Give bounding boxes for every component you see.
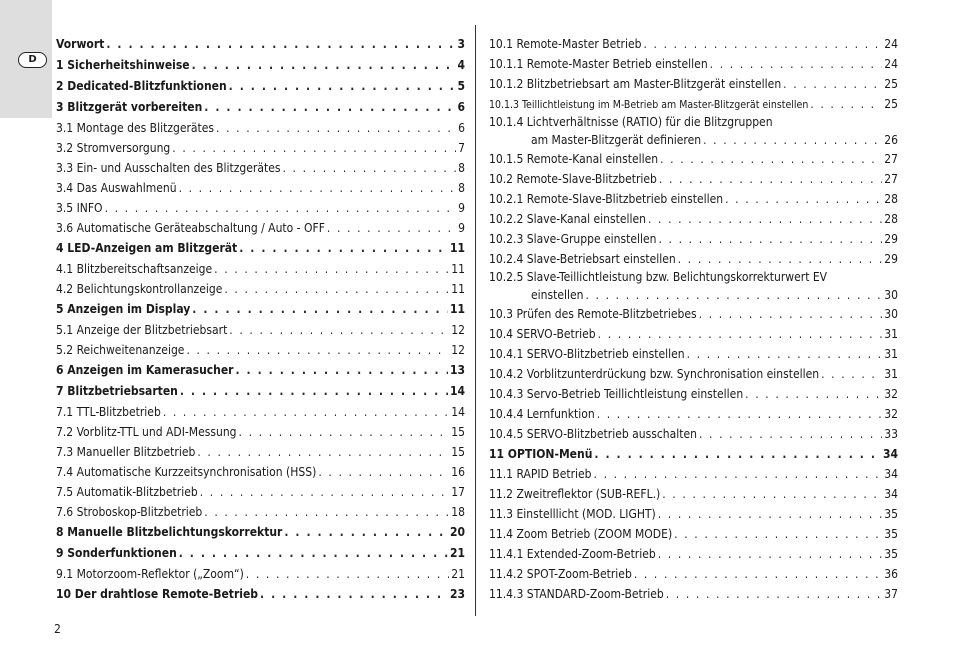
toc-section-entry (56, 462, 465, 482)
toc-entry-title: 10.4.5 SERVO-Blitzbetrieb ausschalten (489, 427, 697, 441)
toc-page-number: 20 (449, 525, 465, 539)
toc-section-entry (489, 131, 898, 149)
toc-page-number: 32 (884, 387, 898, 401)
toc-page-number: 34 (884, 487, 898, 501)
toc-entry-title: 10.2.3 Slave-Gruppe einstellen (489, 232, 657, 246)
toc-entry-title: Vorwort (56, 37, 105, 51)
toc-entry-title: 7.6 Stroboskop-Blitzbetrieb (56, 505, 203, 519)
toc-dot-leader (224, 279, 449, 299)
toc-chapter-entry (56, 584, 465, 605)
toc-dot-leader (659, 229, 883, 249)
toc-entry-title: 4.1 Blitzbereitschaftsanzeige (56, 262, 213, 276)
toc-entry-title: 10.2.1 Remote-Slave-Blitzbetrieb einstellen (489, 192, 724, 206)
toc-page-number: 37 (884, 587, 898, 601)
toc-dot-leader (179, 178, 457, 198)
toc-entry-title: 11.2 Zweitreflektor (SUB-REFL.) (489, 487, 661, 501)
toc-page-number: 23 (449, 587, 465, 601)
toc-entry-title: 9.1 Motorzoom-Reflektor („Zoom“) (56, 567, 244, 581)
toc-dot-leader (745, 384, 882, 404)
toc-entry-title: 10.4.2 Vorblitzunterdrückung bzw. Synchronisation einstellen (489, 367, 820, 381)
toc-page-number: 13 (449, 363, 465, 377)
toc-entry-title: 8 Manuelle Blitzbelichtungskorrektur (56, 525, 283, 539)
toc-section-entry (489, 404, 898, 424)
toc-section-entry (489, 209, 898, 229)
toc-dot-leader (229, 76, 456, 97)
toc-section-entry (489, 464, 898, 484)
toc-section-entry (489, 524, 898, 544)
toc-entry-title: 3.1 Montage des Blitzgerätes (56, 121, 215, 135)
toc-chapter-entry (56, 238, 465, 259)
toc-dot-leader (192, 299, 448, 320)
toc-section-entry (56, 482, 465, 502)
toc-dot-leader (186, 340, 449, 360)
toc-entry-title: 10.4.4 Lernfunktion (489, 407, 595, 421)
toc-section-entry (56, 422, 465, 442)
toc-entry-title: 10.1.1 Remote-Master Betrieb einstellen (489, 57, 708, 71)
toc-dot-leader (783, 74, 882, 94)
toc-dot-leader (597, 404, 883, 424)
toc-section-entry (489, 286, 898, 304)
toc-entry-title: 10.2.4 Slave-Betriebsart einstellen (489, 252, 676, 266)
toc-dot-leader (172, 138, 456, 158)
toc-dot-leader (643, 34, 882, 54)
toc-entry-title: 7.1 TTL-Blitzbetrieb (56, 405, 161, 419)
toc-left-column (56, 34, 465, 605)
toc-section-entry (56, 320, 465, 340)
toc-entry-title: 11.4 Zoom Betrieb (ZOOM MODE) (489, 527, 673, 541)
toc-entry-title: 7.2 Vorblitz-TTL und ADI-Messung (56, 425, 237, 439)
toc-dot-leader (659, 169, 882, 189)
toc-page-number: 34 (884, 467, 898, 481)
toc-page-number: 30 (884, 288, 898, 302)
toc-section-entry (489, 504, 898, 524)
toc-section-entry (489, 304, 898, 324)
toc-section-entry (56, 259, 465, 279)
toc-chapter-entry (56, 381, 465, 402)
toc-dot-leader (585, 286, 882, 304)
toc-section-entry (489, 484, 898, 504)
toc-page-number: 6 (458, 121, 465, 135)
toc-section-entry (56, 218, 465, 238)
toc-section-entry (489, 34, 898, 54)
toc-section-entry (489, 54, 898, 74)
toc-chapter-entry (56, 299, 465, 320)
toc-dot-leader (200, 482, 450, 502)
toc-multiline-entry (489, 114, 898, 149)
toc-section-entry (56, 442, 465, 462)
toc-page-number: 31 (884, 367, 898, 381)
toc-entry-title: 10.4 SERVO-Betrieb (489, 327, 596, 341)
toc-page-number: 31 (884, 327, 898, 341)
toc-section-entry (489, 229, 898, 249)
toc-section-entry (56, 340, 465, 360)
toc-page-number: 11 (449, 241, 465, 255)
toc-dot-leader (105, 198, 457, 218)
toc-page-number: 12 (451, 323, 465, 337)
toc-section-entry (489, 169, 898, 189)
language-badge: D (18, 52, 47, 68)
toc-dot-leader (216, 118, 456, 138)
toc-page-number: 35 (884, 527, 898, 541)
toc-page-number: 17 (451, 485, 465, 499)
toc-dot-leader (699, 304, 883, 324)
toc-page-number: 11 (451, 262, 465, 276)
toc-dot-leader (192, 55, 456, 76)
toc-dot-leader (214, 259, 449, 279)
toc-page-number: 9 (458, 201, 465, 215)
toc-entry-title: 4.2 Belichtungskontrollanzeige (56, 282, 223, 296)
toc-page-number: 21 (449, 546, 465, 560)
toc-entry-title: 7.4 Automatische Kurzzeitsynchronisation (HSS) (56, 465, 317, 479)
toc-dot-leader (318, 462, 449, 482)
toc-dot-leader (666, 584, 883, 604)
toc-entry-title: 7.3 Manueller Blitzbetrieb (56, 445, 196, 459)
toc-chapter-entry (56, 360, 465, 381)
toc-dot-leader (678, 249, 883, 269)
toc-page-number: 8 (458, 181, 465, 195)
toc-page-number: 28 (884, 212, 898, 226)
toc-chapter-entry (56, 97, 465, 118)
toc-dot-leader (710, 54, 883, 74)
toc-page-number: 32 (884, 407, 898, 421)
toc-dot-leader (725, 189, 882, 209)
toc-page-number: 25 (884, 77, 898, 91)
toc-dot-leader (236, 360, 448, 381)
toc-section-entry (56, 279, 465, 299)
toc-dot-leader (239, 422, 450, 442)
toc-right-column (489, 34, 898, 604)
toc-entry-title: 5 Anzeigen im Display (56, 302, 191, 316)
toc-page-number: 3 (457, 37, 465, 51)
toc-page-number: 24 (884, 57, 898, 71)
toc-entry-title: 10.1.5 Remote-Kanal einstellen (489, 152, 659, 166)
toc-dot-leader (703, 131, 882, 149)
toc-dot-leader (197, 442, 449, 462)
toc-page-number: 5 (457, 79, 465, 93)
toc-page-number: 26 (884, 133, 898, 147)
toc-entry-title: 3.6 Automatische Geräteabschaltung / Auto - OFF (56, 221, 325, 235)
toc-dot-leader (821, 364, 882, 384)
toc-dot-leader (260, 584, 448, 605)
toc-page-number: 7 (458, 141, 465, 155)
toc-section-entry (489, 74, 898, 94)
toc-entry-title: 5.2 Reichweitenanzeige (56, 343, 185, 357)
toc-entry-title: 11.4.2 SPOT-Zoom-Betrieb (489, 567, 632, 581)
toc-dot-leader (180, 381, 448, 402)
toc-entry-title: 2 Dedicated-Blitzfunktionen (56, 79, 227, 93)
toc-entry-title: 4 LED-Anzeigen am Blitzgerät (56, 241, 238, 255)
toc-dot-leader (810, 94, 882, 114)
toc-dot-leader (179, 543, 448, 564)
toc-entry-title: 10.2.2 Slave-Kanal einstellen (489, 212, 646, 226)
toc-page-number: 25 (884, 97, 898, 111)
toc-dot-leader (634, 564, 882, 584)
toc-chapter-entry (56, 34, 465, 55)
toc-section-entry (56, 564, 465, 584)
toc-chapter-entry (56, 76, 465, 97)
toc-entry-title: 1 Sicherheitshinweise (56, 58, 190, 72)
toc-page-number: 27 (884, 152, 898, 166)
toc-entry-title: 6 Anzeigen im Kamerasucher (56, 363, 234, 377)
toc-section-entry (489, 384, 898, 404)
toc-entry-title-line: 10.2.5 Slave-Teillichtleistung bzw. Belichtungskorrekturwert EV (489, 270, 828, 284)
toc-page-number: 21 (451, 567, 465, 581)
toc-page-number: 15 (451, 425, 465, 439)
toc-entry-title: 10.4.1 SERVO-Blitzbetrieb einstellen (489, 347, 685, 361)
toc-entry-title-line: 10.1.4 Lichtverhältnisse (RATIO) für die Blitzgruppen (489, 115, 773, 129)
toc-page-number: 28 (884, 192, 898, 206)
toc-page-number: 31 (884, 347, 898, 361)
toc-dot-leader (204, 97, 455, 118)
toc-page-number: 29 (884, 252, 898, 266)
toc-section-entry (489, 324, 898, 344)
toc-dot-leader (662, 484, 882, 504)
toc-entry-title: einstellen (531, 288, 584, 302)
toc-dot-leader (246, 564, 449, 584)
toc-dot-leader (163, 402, 449, 422)
toc-page-number: 14 (449, 384, 465, 398)
toc-section-entry (56, 118, 465, 138)
toc-dot-leader (106, 34, 455, 55)
toc-dot-leader (660, 149, 882, 169)
toc-entry-title: 10.1 Remote-Master Betrieb (489, 37, 642, 51)
toc-dot-leader (327, 218, 456, 238)
toc-dot-leader (658, 544, 883, 564)
column-divider (475, 25, 476, 616)
toc-entry-title: 10 Der drahtlose Remote-Betrieb (56, 587, 259, 601)
toc-page-number: 27 (884, 172, 898, 186)
toc-page-number: 30 (884, 307, 898, 321)
toc-section-entry (489, 584, 898, 604)
toc-page-number: 14 (451, 405, 465, 419)
toc-chapter-entry (489, 444, 898, 464)
toc-entry-title: 3 Blitzgerät vorbereiten (56, 100, 203, 114)
toc-page-number: 35 (884, 507, 898, 521)
toc-page-number: 18 (451, 505, 465, 519)
toc-page-number: 6 (457, 100, 465, 114)
toc-dot-leader (648, 209, 882, 229)
toc-page-number: 35 (884, 547, 898, 561)
toc-entry-title: 9 Sonderfunktionen (56, 546, 177, 560)
toc-section-entry (56, 158, 465, 178)
toc-page-number: 36 (884, 567, 898, 581)
toc-page-number: 33 (884, 427, 898, 441)
toc-section-entry (56, 138, 465, 158)
toc-entry-title: 11.4.3 STANDARD-Zoom-Betrieb (489, 587, 664, 601)
toc-entry-title: 7.5 Automatik-Blitzbetrieb (56, 485, 198, 499)
toc-entry-title: 10.3 Prüfen des Remote-Blitzbetriebes (489, 307, 697, 321)
toc-entry-title: 3.2 Stromversorgung (56, 141, 171, 155)
toc-dot-leader (598, 324, 883, 344)
toc-dot-leader (687, 344, 883, 364)
toc-section-entry (56, 198, 465, 218)
toc-entry-title: 10.4.3 Servo-Betrieb Teillichtleistung einstellen (489, 387, 744, 401)
toc-dot-leader (239, 238, 448, 259)
toc-page-number: 11 (451, 282, 465, 296)
toc-chapter-entry (56, 522, 465, 543)
toc-entry-title: 3.5 INFO (56, 201, 103, 215)
toc-multiline-entry (489, 269, 898, 304)
toc-section-entry (56, 402, 465, 422)
toc-page-number: 16 (451, 465, 465, 479)
toc-entry-title: 10.2 Remote-Slave-Blitzbetrieb (489, 172, 657, 186)
toc-page-number: 34 (882, 447, 898, 461)
toc-entry-title: 10.1.3 Teillichtleistung im M-Betrieb am Master-Blitzgerät einstellen (489, 99, 809, 111)
page-number: 2 (54, 622, 61, 636)
toc-dot-leader (658, 504, 883, 524)
toc-dot-leader (229, 320, 449, 340)
toc-page-number: 15 (451, 445, 465, 459)
toc-dot-leader (699, 424, 882, 444)
toc-entry-title: 3.4 Das Auswahlmenü (56, 181, 177, 195)
toc-dot-leader (204, 502, 449, 522)
toc-section-entry (489, 544, 898, 564)
toc-page-number: 4 (457, 58, 465, 72)
toc-entry-title: am Master-Blitzgerät definieren (531, 133, 702, 147)
toc-entry-title: 11.1 RAPID Betrieb (489, 467, 592, 481)
toc-page-number: 11 (449, 302, 465, 316)
toc-entry-title: 3.3 Ein- und Ausschalten des Blitzgerätes (56, 161, 281, 175)
toc-page-number: 9 (458, 221, 465, 235)
toc-section-entry (56, 178, 465, 198)
toc-page-number: 8 (458, 161, 465, 175)
toc-dot-leader (674, 524, 882, 544)
toc-page-number: 29 (884, 232, 898, 246)
toc-dot-leader (594, 444, 881, 464)
toc-dot-leader (284, 522, 448, 543)
toc-section-entry (489, 149, 898, 169)
toc-section-entry (489, 94, 898, 114)
language-side-tab (0, 0, 52, 118)
toc-section-entry (489, 344, 898, 364)
toc-entry-title: 7 Blitzbetriebsarten (56, 384, 178, 398)
toc-chapter-entry (56, 55, 465, 76)
toc-chapter-entry (56, 543, 465, 564)
toc-entry-title: 10.1.2 Blitzbetriebsart am Master-Blitzgerät einstellen (489, 77, 782, 91)
toc-entry-title: 11 OPTION-Menü (489, 447, 593, 461)
toc-dot-leader (594, 464, 883, 484)
toc-section-entry (489, 189, 898, 209)
toc-page-number: 12 (451, 343, 465, 357)
toc-dot-leader (282, 158, 456, 178)
toc-entry-title: 11.3 Einstelllicht (MOD. LIGHT) (489, 507, 656, 521)
toc-section-entry (489, 364, 898, 384)
toc-entry-title: 5.1 Anzeige der Blitzbetriebsart (56, 323, 228, 337)
toc-entry-title: 11.4.1 Extended-Zoom-Betrieb (489, 547, 656, 561)
toc-section-entry (489, 424, 898, 444)
toc-section-entry (56, 502, 465, 522)
toc-section-entry (489, 564, 898, 584)
toc-page-number: 24 (884, 37, 898, 51)
toc-section-entry (489, 249, 898, 269)
